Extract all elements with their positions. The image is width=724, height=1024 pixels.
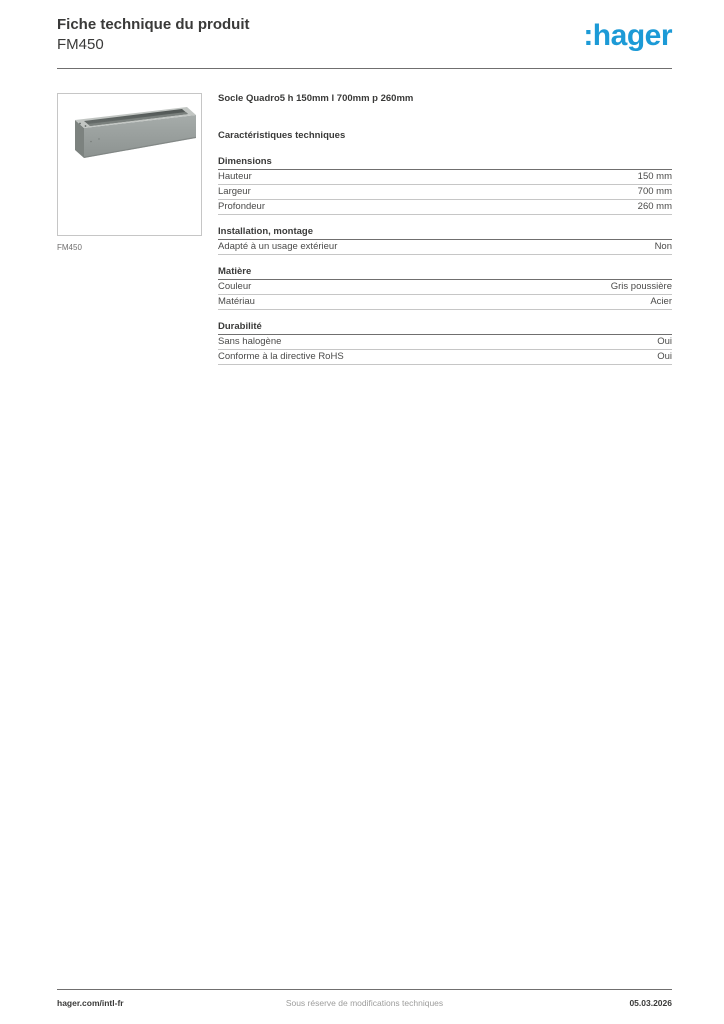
spec-section-title: Durabilité xyxy=(218,321,672,335)
header-divider xyxy=(57,68,672,69)
spec-label: Matériau xyxy=(218,296,255,307)
spec-label: Conforme à la directive RoHS xyxy=(218,351,344,362)
spec-label: Hauteur xyxy=(218,171,252,182)
hager-logo: :hager xyxy=(583,19,672,52)
product-image-frame xyxy=(57,93,202,236)
spec-value: Oui xyxy=(657,351,672,362)
spec-section-durabilite xyxy=(218,321,672,365)
spec-value: 150 mm xyxy=(637,171,672,182)
spec-label: Adapté à un usage extérieur xyxy=(218,241,338,252)
spec-section-matiere xyxy=(218,266,672,310)
spec-value: 260 mm xyxy=(637,201,672,212)
spec-row-hauteur xyxy=(218,170,672,185)
header-text-block xyxy=(57,16,250,53)
spec-label: Largeur xyxy=(218,186,251,197)
page-title: Fiche technique du produit xyxy=(57,16,250,33)
product-image-caption: FM450 xyxy=(57,243,82,252)
spec-section-title: Installation, montage xyxy=(218,226,672,240)
spec-value: Gris poussière xyxy=(610,281,672,292)
product-reference: FM450 xyxy=(57,36,104,53)
spec-value: Non xyxy=(654,241,672,252)
spec-value: Oui xyxy=(657,336,672,347)
footer-website-link[interactable]: hager.com/intl-fr xyxy=(57,998,124,1008)
spec-label: Couleur xyxy=(218,281,252,292)
product-image-column xyxy=(57,93,202,252)
spec-row-rohs xyxy=(218,350,672,365)
spec-row-profondeur xyxy=(218,200,672,215)
spec-section-title: Dimensions xyxy=(218,156,672,170)
footer-disclaimer: Sous réserve de modifications techniques xyxy=(285,998,444,1008)
spec-row-sans-halogene xyxy=(218,335,672,350)
spec-section-installation xyxy=(218,226,672,255)
characteristics-heading: Caractéristiques techniques xyxy=(218,130,346,141)
spec-row-largeur xyxy=(218,185,672,200)
product-title: Socle Quadro5 h 150mm l 700mm p 260mm xyxy=(218,93,414,104)
header xyxy=(57,16,672,53)
spec-value: 700 mm xyxy=(637,186,672,197)
spec-row-usage-exterieur xyxy=(218,240,672,255)
product-photo-socle xyxy=(58,94,201,235)
specs-column xyxy=(218,93,672,365)
spec-value: Acier xyxy=(650,296,672,307)
spec-section-title: Matière xyxy=(218,266,672,280)
footer-date: 05.03.2026 xyxy=(629,998,672,1008)
footer xyxy=(57,989,672,1008)
spec-label: Profondeur xyxy=(218,201,266,212)
spec-row-couleur xyxy=(218,280,672,295)
spec-label: Sans halogène xyxy=(218,336,282,347)
spec-section-dimensions xyxy=(218,156,672,215)
spec-row-materiau xyxy=(218,295,672,310)
